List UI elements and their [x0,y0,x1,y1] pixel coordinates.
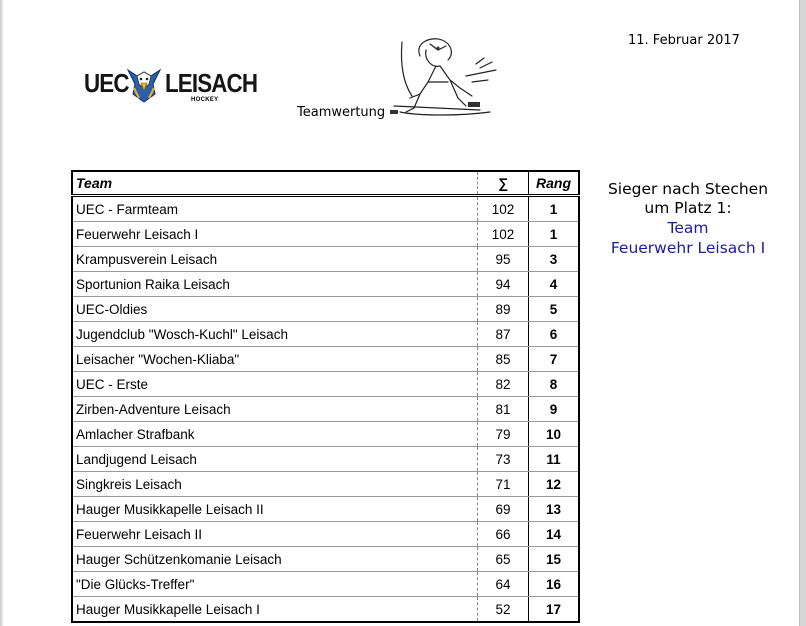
winner-line-1: Sieger nach Stechen [607,180,769,198]
rank-cell: 13 [529,497,580,522]
team-cell: Leisacher "Wochen-Kliaba" [72,347,478,372]
sum-cell: 94 [478,272,529,297]
winner-line-2: um Platz 1: [644,199,732,217]
team-cell: Singkreis Leisach [72,472,478,497]
rank-cell: 9 [529,397,580,422]
team-cell: Hauger Schützenkomanie Leisach [72,547,478,572]
team-cell: Feuerwehr Leisach I [72,222,478,247]
sum-cell: 52 [478,597,529,623]
sum-cell: 95 [478,247,529,272]
rank-cell: 17 [529,597,580,623]
standings-table [71,170,580,623]
sum-cell: 81 [478,397,529,422]
column-header-team: Team [72,171,478,196]
table-row [72,522,579,547]
rank-cell: 1 [529,196,580,222]
table-row [72,347,579,372]
winner-team-label: Team [667,219,709,237]
table-row [72,472,579,497]
table-row [72,597,579,623]
table-row [72,447,579,472]
sum-cell: 85 [478,347,529,372]
team-cell: UEC-Oldies [72,297,478,322]
team-cell: Amlacher Strafbank [72,422,478,447]
rank-cell: 10 [529,422,580,447]
team-cell: Zirben-Adventure Leisach [72,397,478,422]
sum-cell: 79 [478,422,529,447]
team-cell: Hauger Musikkapelle Leisach I [72,597,478,623]
sum-cell: 102 [478,196,529,222]
team-cell: "Die Glücks-Treffer" [72,572,478,597]
column-header-rank: Rang [529,171,580,196]
team-cell: Feuerwehr Leisach II [72,522,478,547]
sum-cell: 64 [478,572,529,597]
logo-text-right: LEISACH [165,68,258,98]
sum-cell: 89 [478,297,529,322]
table-header-row [72,171,579,196]
rank-cell: 8 [529,372,580,397]
winner-note [590,180,786,258]
page-left-edge [0,0,3,626]
window-right-edge [799,0,806,626]
sum-cell: 82 [478,372,529,397]
table-row [72,572,579,597]
table-row [72,547,579,572]
sum-cell: 69 [478,497,529,522]
table-row [72,247,579,272]
rank-cell: 15 [529,547,580,572]
eagle-icon [125,64,163,104]
table-row [72,497,579,522]
team-cell: Landjugend Leisach [72,447,478,472]
rank-cell: 7 [529,347,580,372]
document-date: 11. Februar 2017 [628,33,740,48]
rank-cell: 11 [529,447,580,472]
table-row [72,422,579,447]
table-row [72,272,579,297]
table-row [72,297,579,322]
table-row [72,222,579,247]
table-row [72,397,579,422]
team-cell: Krampusverein Leisach [72,247,478,272]
rank-cell: 5 [529,297,580,322]
rank-cell: 1 [529,222,580,247]
sum-cell: 73 [478,447,529,472]
table-row [72,322,579,347]
winner-team-name: Feuerwehr Leisach I [610,239,766,257]
team-cell: Sportunion Raika Leisach [72,272,478,297]
sum-cell: 66 [478,522,529,547]
rank-cell: 16 [529,572,580,597]
team-cell: Hauger Musikkapelle Leisach II [72,497,478,522]
team-cell: Jugendclub "Wosch-Kuchl" Leisach [72,322,478,347]
table-row [72,196,579,222]
column-header-sum: ∑ [478,171,529,196]
table-row [72,372,579,397]
sum-cell: 71 [478,472,529,497]
subtitle-teamwertung: Teamwertung [297,105,386,120]
sum-cell: 87 [478,322,529,347]
logo-text-left: UEC [84,68,129,98]
rank-cell: 12 [529,472,580,497]
hockey-player-sketch-icon [380,36,508,118]
team-cell: UEC - Erste [72,372,478,397]
sum-cell: 102 [478,222,529,247]
team-cell: UEC - Farmteam [72,196,478,222]
sum-cell: 65 [478,547,529,572]
rank-cell: 4 [529,272,580,297]
rank-cell: 14 [529,522,580,547]
rank-cell: 6 [529,322,580,347]
logo-subtext: HOCKEY [191,97,219,103]
rank-cell: 3 [529,247,580,272]
